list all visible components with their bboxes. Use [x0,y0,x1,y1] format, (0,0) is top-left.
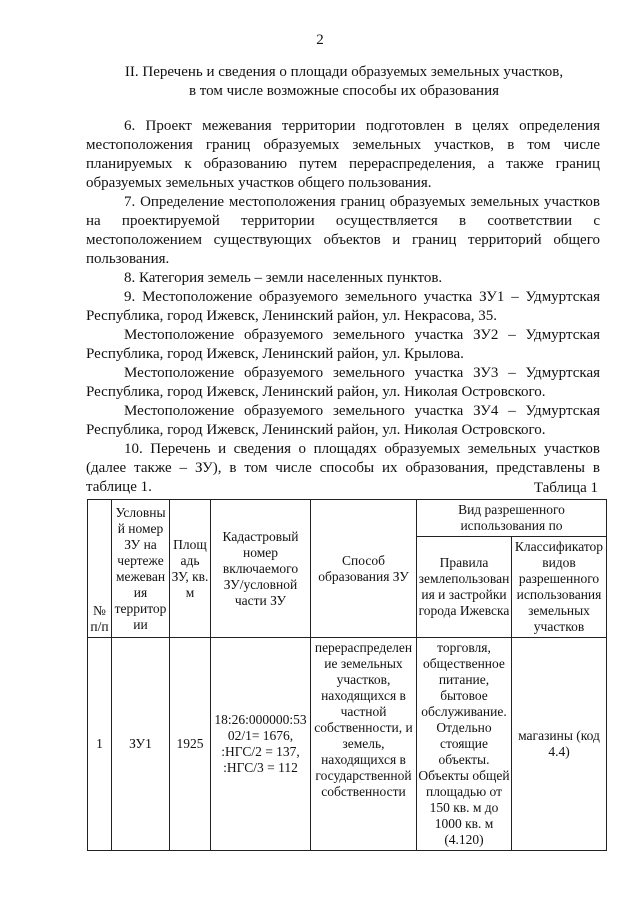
land-plots-table [87,499,607,851]
cell-rules: торговля, общественное питание, бытовое обслуживание. Отдельно стоящие объекты. Объекты общей площадью от 150 кв. м до 1000 кв. м (4.120) [417,638,512,851]
body-text [86,117,600,497]
header-method: Способ образования ЗУ [311,500,417,638]
paragraph: 8. Категория земель – земли населенных пунктов. [124,270,443,286]
paragraph: 6. Проект межевания территории подготовлен в целях определения местоположения границ образуемых земельных участков, в том числе планируемых к образованию путем перераспределения, а также границ образуемых земельных участков общего пользования. [86,118,600,191]
cell-area: 1925 [170,638,211,851]
paragraph: 9. Местоположение образуемого земельного участка ЗУ1 – Удмуртская Республика, город Ижевск, Ленинский район, ул. Некрасова, 35. [86,289,600,324]
table-row [88,638,607,851]
paragraph: 7. Определение местоположения границ образуемых земельных участков на проектируемой территории осуществляется в соответствии с местоположением существующих объектов и границ территорий общего пользования. [86,194,600,267]
paragraph: Местоположение образуемого земельного участка ЗУ3 – Удмуртская Республика, город Ижевск, Ленинский район, ул. Николая Островского. [86,365,600,400]
cell-num: 1 [88,638,112,851]
cell-classifier: магазины (код 4.4) [512,638,607,851]
header-cadastral: Кадастровый номер включаемого ЗУ/условной части ЗУ [211,500,311,638]
section-heading [80,63,608,101]
header-area: Площадь ЗУ, кв. м [170,500,211,638]
table-caption: Таблица 1 [533,480,598,496]
header-use-group: Вид разрешенного использования по [417,500,607,537]
paragraph: Местоположение образуемого земельного участка ЗУ2 – Удмуртская Республика, город Ижевск, Ленинский район, ул. Крылова. [86,327,600,362]
header-num: № п/п [88,500,112,638]
paragraph: Местоположение образуемого земельного участка ЗУ4 – Удмуртская Республика, город Ижевск, Ленинский район, ул. Николая Островского. [86,403,600,438]
header-zu-number: Условный номер ЗУ на чертеже межевания территории [112,500,170,638]
cell-cadastral: 18:26:000000:5302/1= 1676, :НГС/2 = 137, :НГС/3 = 112 [211,638,311,851]
header-classifier: Классификатор видов разрешенного использования земельных участков [512,537,607,638]
cell-zu: ЗУ1 [112,638,170,851]
section-heading-line-2: в том числе возможные способы их образования [188,83,500,99]
section-heading-line-1: II. Перечень и сведения о площади образуемых земельных участков, [124,64,564,80]
paragraph: 10. Перечень и сведения о площадях образуемых земельных участков (далее также – ЗУ), в том числе способы их образования, представлены в таблице 1. [86,441,600,495]
cell-method: перераспределение земельных участков, находящихся в частной собственности, и земель, находящихся в государственной собственности [311,638,417,851]
page-number: 2 [316,32,324,48]
header-rules: Правила землепользования и застройки города Ижевска [417,537,512,638]
